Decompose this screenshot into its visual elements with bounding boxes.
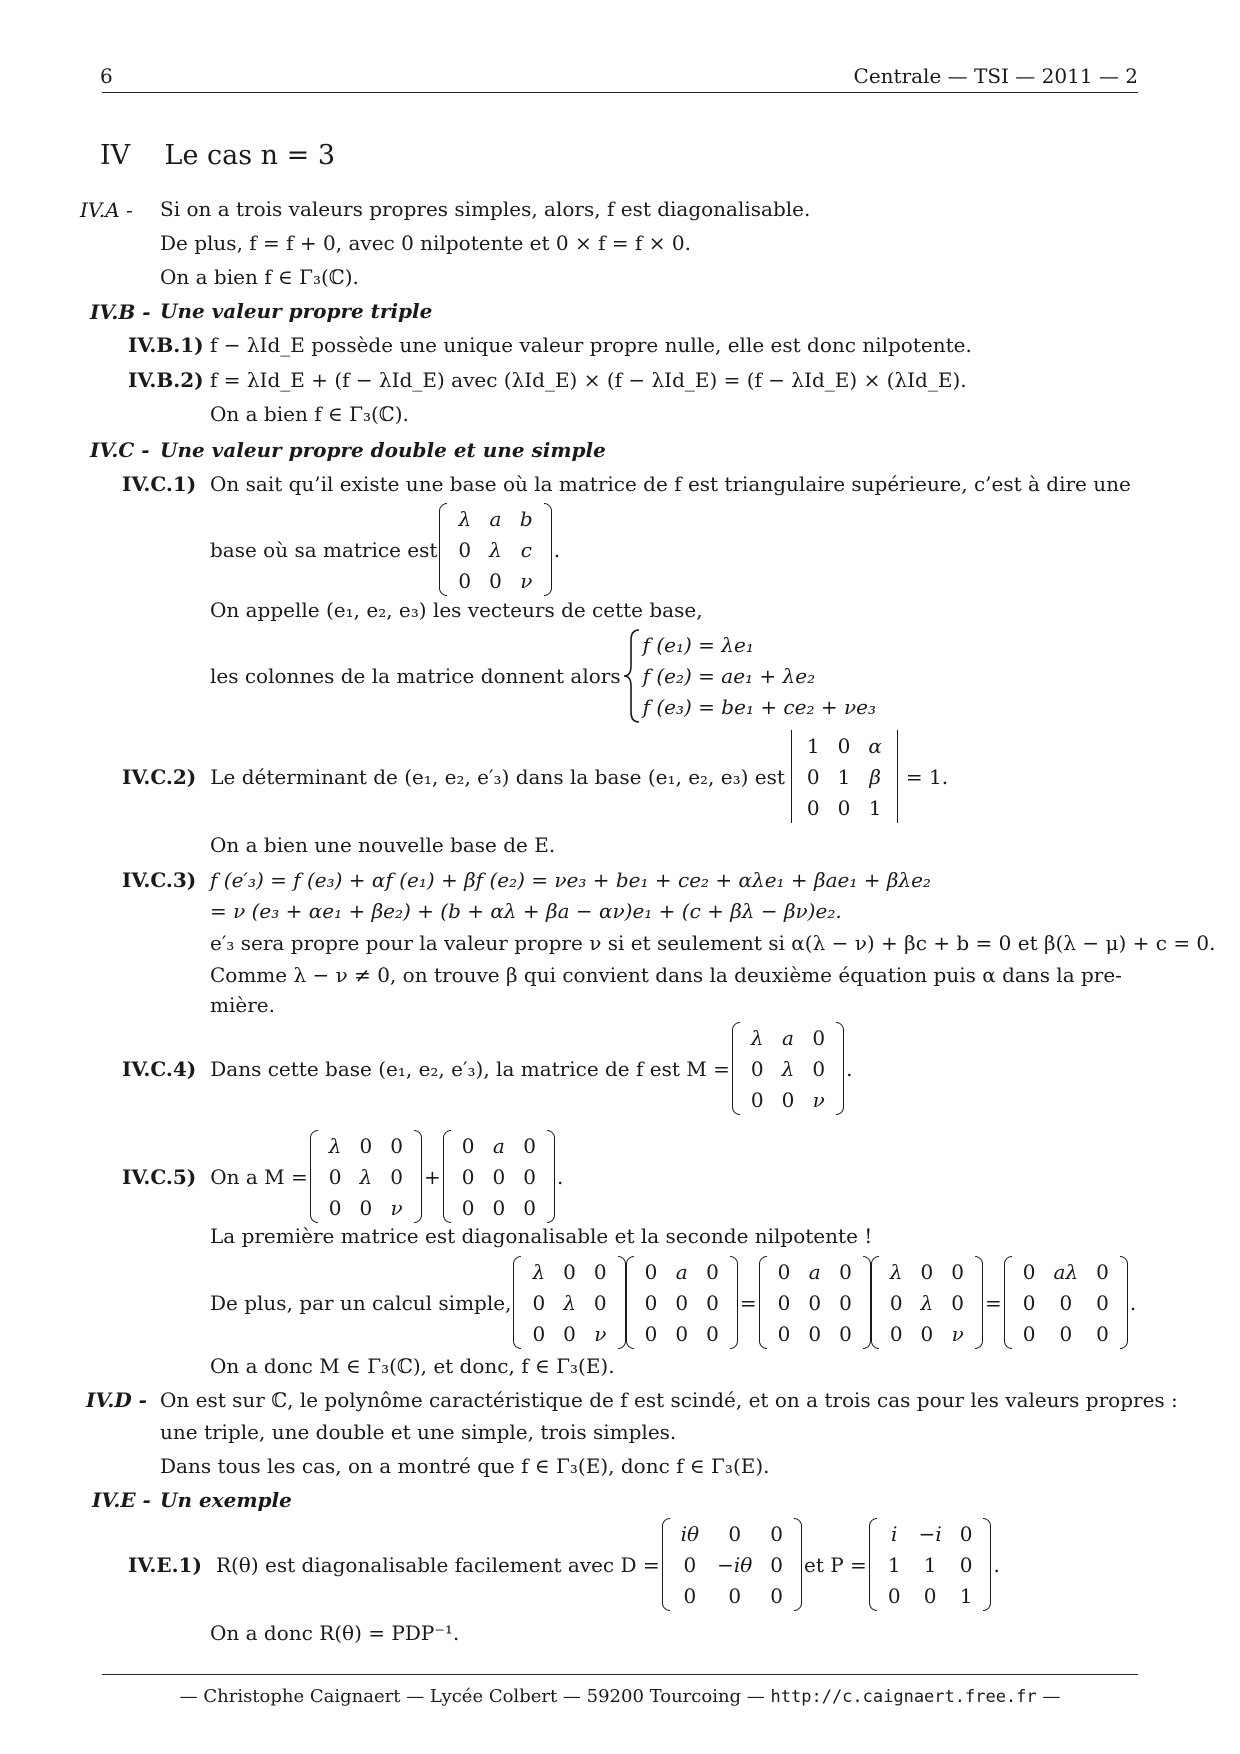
header-rule	[102, 92, 1138, 93]
ivc2-determinant	[791, 730, 898, 823]
ivc4-label: IV.C.4)	[122, 1056, 197, 1081]
footer-rule	[102, 1674, 1138, 1675]
cell: 0	[728, 1583, 742, 1608]
cell: 1	[837, 764, 851, 789]
cell: 0	[328, 1195, 342, 1220]
ivb1-text: f − λId_E possède une unique valeur propre nulle, elle est donc nilpotente.	[210, 333, 972, 357]
ivd-label: IV.D -	[86, 1388, 147, 1412]
cell: −i	[918, 1521, 942, 1546]
cell: λ	[781, 1056, 795, 1081]
cell: 0	[458, 568, 472, 593]
cell: 0	[461, 1164, 475, 1189]
ivc3-line2: = ν (e₃ + αe₁ + βe₂) + (b + αλ + βa − αν)e₁ + (c + βλ − βν)e₂.	[210, 899, 842, 923]
cell: 0	[750, 1087, 764, 1112]
cell: 0	[489, 568, 502, 593]
ivc1-label: IV.C.1)	[122, 472, 197, 496]
iva-line-2: De plus, f = f + 0, avec 0 nilpotente et 0 × f = f × 0.	[160, 231, 691, 255]
cell: 0	[839, 1290, 852, 1315]
ivc-label: IV.C -	[90, 438, 150, 462]
cell: 0	[1096, 1290, 1109, 1315]
ivb2-text: f = λId_E + (f − λId_E) avec (λId_E) × (f − λId_E) = (f − λId_E) × (λId_E).	[210, 368, 967, 392]
ivc3-label: IV.C.3)	[122, 868, 197, 892]
system-eq-1: f (e₁) = λe₁	[642, 632, 754, 657]
cell: α	[868, 733, 882, 758]
cell: 0	[808, 1321, 822, 1346]
cell: λ	[458, 506, 472, 531]
cell: a	[781, 1025, 794, 1050]
cell: 0	[644, 1290, 658, 1315]
ivb-title: Une valeur propre triple	[160, 299, 433, 323]
cell: 0	[706, 1321, 719, 1346]
ive1-label: IV.E.1)	[128, 1552, 202, 1577]
ivc4-matrix	[732, 1022, 844, 1115]
cell: 0	[492, 1195, 506, 1220]
cell: 0	[461, 1133, 475, 1158]
cell: a	[492, 1133, 505, 1158]
ivc5-matrix-1	[310, 1130, 422, 1223]
ivd-line1: On est sur ℂ, le polynôme caractéristique de f est scindé, et on a trois cas pour les valeurs propres :	[160, 1388, 1178, 1412]
cell: ν	[390, 1195, 403, 1220]
cell: b	[519, 506, 533, 531]
ivc5-matrix-2	[443, 1130, 555, 1223]
ivc5-p1	[513, 1256, 625, 1349]
cell: 0	[770, 1552, 784, 1577]
ive1-matrix-p	[869, 1518, 992, 1611]
ivc1-matrix-line: base où sa matrice est λ a b 0 λ c 0 0 ν .	[210, 503, 560, 596]
ivc1-line2: base où sa matrice est	[210, 537, 438, 562]
cell: −iθ	[717, 1552, 753, 1577]
cell: λ	[489, 537, 502, 562]
cell: 0	[328, 1164, 342, 1189]
iva-label: IV.A -	[80, 198, 133, 222]
cell: c	[520, 537, 532, 562]
cell: aλ	[1053, 1259, 1079, 1284]
cell: 0	[806, 795, 820, 820]
cell: 0	[523, 1164, 536, 1189]
ive1-text2: On a donc R(θ) = PDP⁻¹.	[210, 1621, 460, 1645]
system-eq-3: f (e₃) = be₁ + ce₂ + νe₃	[642, 694, 876, 719]
cell: 0	[839, 1259, 852, 1284]
cell: 0	[523, 1195, 536, 1220]
cell: 0	[563, 1321, 576, 1346]
cell: 0	[777, 1290, 791, 1315]
footer-url[interactable]: http://c.caignaert.free.fr	[770, 1687, 1037, 1707]
section-number: IV	[100, 140, 131, 171]
ivc1-line1: On sait qu’il existe une base où la matrice de f est triangulaire supérieure, c’est à dire une	[210, 472, 1131, 496]
ivc1-system-line	[210, 628, 876, 724]
cell: λ	[532, 1259, 546, 1284]
section-heading: Le cas n = 3	[164, 140, 336, 171]
cell: λ	[920, 1290, 934, 1315]
cell: 0	[777, 1259, 791, 1284]
cell: 1	[868, 795, 882, 820]
cell: λ	[750, 1025, 764, 1050]
cell: 0	[644, 1321, 658, 1346]
cell: 0	[750, 1056, 764, 1081]
footer-text: — Christophe Caignaert — Lycée Colbert — 59200 Tourcoing —	[179, 1686, 765, 1707]
cell: a	[675, 1259, 688, 1284]
ivb-label: IV.B -	[90, 300, 151, 324]
cell: iθ	[680, 1521, 700, 1546]
ivc1-matrix	[439, 503, 551, 596]
cell: 0	[683, 1552, 697, 1577]
section-title	[100, 140, 335, 171]
footer-end: —	[1042, 1686, 1061, 1707]
ive1-mid: et P =	[804, 1552, 867, 1577]
cell: 0	[1059, 1290, 1073, 1315]
ivc-title: Une valeur propre double et une simple	[160, 438, 606, 462]
ive-title: Un exemple	[160, 1488, 292, 1512]
ivc5-text4: On a donc M ∈ Γ₃(ℂ), et donc, f ∈ Γ₃(E).	[210, 1354, 615, 1378]
cell: 0	[1059, 1321, 1073, 1346]
ivc3-line5: mière.	[210, 993, 275, 1017]
ivc2-label: IV.C.2)	[122, 764, 197, 789]
cell: 0	[923, 1583, 937, 1608]
cell: 0	[532, 1321, 546, 1346]
ivc5-product-line: De plus, par un calcul simple, λ 0 0 0 λ 0 0 0 ν 0 a 0 0 0 0 0 0 0 = 0 a 0 0 0 0 0 0 0 λ 0 0 0 λ 0 0 0 ν = 0 aλ 0 0 0 0 0 0 0 .	[210, 1256, 1136, 1349]
ivc1-line4: les colonnes de la matrice donnent alors	[210, 664, 621, 688]
cell: 0	[1022, 1290, 1036, 1315]
cell: 0	[808, 1290, 822, 1315]
cell: 0	[770, 1583, 784, 1608]
ivb2-text2: On a bien f ∈ Γ₃(ℂ).	[210, 402, 409, 426]
ivd-line2: une triple, une double et une simple, trois simples.	[160, 1420, 677, 1444]
cell: 0	[812, 1025, 826, 1050]
cell: 0	[889, 1290, 903, 1315]
ivc5-p5	[1004, 1256, 1128, 1349]
left-brace-icon	[621, 628, 643, 724]
cell: 0	[563, 1259, 576, 1284]
cell: i	[890, 1521, 898, 1546]
cell: 0	[359, 1133, 373, 1158]
cell: 0	[593, 1290, 607, 1315]
ivc1-system	[643, 630, 876, 723]
cell: 0	[492, 1164, 506, 1189]
cell: 0	[781, 1087, 795, 1112]
ivc5-p4	[871, 1256, 983, 1349]
cell: 0	[675, 1290, 689, 1315]
ivc5-line: IV.C.5) On a M = λ 0 0 0 λ 0 0 0 ν + 0 a 0 0 0 0 0 0 0 .	[122, 1130, 563, 1223]
cell: 0	[806, 764, 820, 789]
ivc5-text2: La première matrice est diagonalisable et la seconde nilpotente !	[210, 1224, 873, 1248]
cell: a	[489, 506, 502, 531]
running-title: Centrale — TSI — 2011 — 2	[853, 64, 1138, 88]
ivc2-text: Le déterminant de (e₁, e₂, e′₃) dans la base (e₁, e₂, e₃) est	[210, 764, 785, 789]
cell: 1	[806, 733, 820, 758]
cell: 0	[683, 1583, 697, 1608]
cell: 0	[770, 1521, 784, 1546]
cell: 0	[887, 1583, 901, 1608]
cell: 0	[1022, 1321, 1036, 1346]
cell: β	[869, 764, 881, 789]
cell: 1	[959, 1583, 973, 1608]
ivc3-line3: e′₃ sera propre pour la valeur propre ν si et seulement si α(λ − ν) + βc + b = 0 et β(λ − μ) + c = 0.	[210, 931, 1216, 955]
cell: 0	[390, 1164, 403, 1189]
cell: ν	[951, 1321, 964, 1346]
ivc1-line3: On appelle (e₁, e₂, e₃) les vecteurs de cette base,	[210, 598, 703, 622]
cell: 0	[837, 733, 851, 758]
cell: 0	[839, 1321, 852, 1346]
ivc3-line4: Comme λ − ν ≠ 0, on trouve β qui convient dans la deuxième équation puis α dans la pre-	[210, 963, 1122, 987]
ivd-line3: Dans tous les cas, on a montré que f ∈ Γ₃(E), donc f ∈ Γ₃(E).	[160, 1454, 770, 1478]
cell: 0	[461, 1195, 475, 1220]
iva-line-3: On a bien f ∈ Γ₃(ℂ).	[160, 265, 359, 289]
footer	[0, 1686, 1240, 1707]
ivc3-line1: f (e′₃) = f (e₃) + αf (e₁) + βf (e₂) = νe₃ + be₁ + ce₂ + αλe₁ + βae₁ + βλe₂	[210, 868, 931, 892]
ivc2-text2: On a bien une nouvelle base de E.	[210, 833, 556, 857]
ive-label: IV.E -	[92, 1488, 151, 1512]
cell: 0	[1096, 1321, 1109, 1346]
ivc5-p2	[626, 1256, 738, 1349]
cell: 0	[359, 1195, 373, 1220]
cell: 0	[959, 1552, 973, 1577]
cell: 0	[1096, 1259, 1109, 1284]
cell: λ	[328, 1133, 342, 1158]
cell: 0	[777, 1321, 791, 1346]
cell: 0	[706, 1259, 719, 1284]
cell: 0	[523, 1133, 536, 1158]
ivc5-p3	[759, 1256, 871, 1349]
cell: 0	[675, 1321, 689, 1346]
cell: 1	[887, 1552, 901, 1577]
system-eq-2: f (e₂) = ae₁ + λe₂	[642, 663, 816, 688]
cell: 0	[1022, 1259, 1036, 1284]
ive1-matrix-d	[662, 1518, 802, 1611]
cell: 1	[923, 1552, 937, 1577]
cell: λ	[563, 1290, 576, 1315]
cell: 0	[920, 1259, 934, 1284]
ivc5-text: On a M =	[210, 1164, 308, 1189]
ivc5-text3: De plus, par un calcul simple,	[210, 1290, 512, 1315]
ive1-line: IV.E.1) R(θ) est diagonalisable facilement avec D = iθ 0 0 0 −iθ 0 0 0 0 et P = i −i 0 1 1 0 0 0 1 .	[128, 1518, 1000, 1611]
cell: 0	[951, 1259, 965, 1284]
ivc4-text: Dans cette base (e₁, e₂, e′₃), la matrice de f est M =	[210, 1056, 730, 1081]
cell: 0	[951, 1290, 965, 1315]
cell: 0	[959, 1521, 973, 1546]
cell: 0	[889, 1321, 903, 1346]
ivc4-line: IV.C.4) Dans cette base (e₁, e₂, e′₃), la matrice de f est M = λ a 0 0 λ 0 0 0 ν .	[122, 1022, 852, 1115]
ivb2-label: IV.B.2)	[128, 368, 204, 392]
ivc2-line	[122, 730, 948, 823]
cell: 0	[644, 1259, 658, 1284]
cell: λ	[359, 1164, 373, 1189]
cell: λ	[889, 1259, 903, 1284]
cell: ν	[594, 1321, 607, 1346]
page-number: 6	[100, 64, 113, 88]
cell: 0	[812, 1056, 826, 1081]
cell: ν	[812, 1087, 825, 1112]
cell: 0	[706, 1290, 719, 1315]
cell: 0	[920, 1321, 934, 1346]
cell: 0	[532, 1290, 546, 1315]
cell: 0	[458, 537, 472, 562]
ivc5-label: IV.C.5)	[122, 1164, 197, 1189]
cell: a	[808, 1259, 821, 1284]
ivc2-after: = 1.	[905, 764, 949, 789]
ivb1-label: IV.B.1)	[128, 333, 204, 357]
iva-line-1: Si on a trois valeurs propres simples, alors, f est diagonalisable.	[160, 197, 811, 221]
ive1-text: R(θ) est diagonalisable facilement avec D =	[215, 1552, 660, 1577]
cell: 0	[390, 1133, 403, 1158]
cell: 0	[837, 795, 851, 820]
cell: 0	[593, 1259, 607, 1284]
cell: 0	[728, 1521, 742, 1546]
cell: ν	[520, 568, 533, 593]
